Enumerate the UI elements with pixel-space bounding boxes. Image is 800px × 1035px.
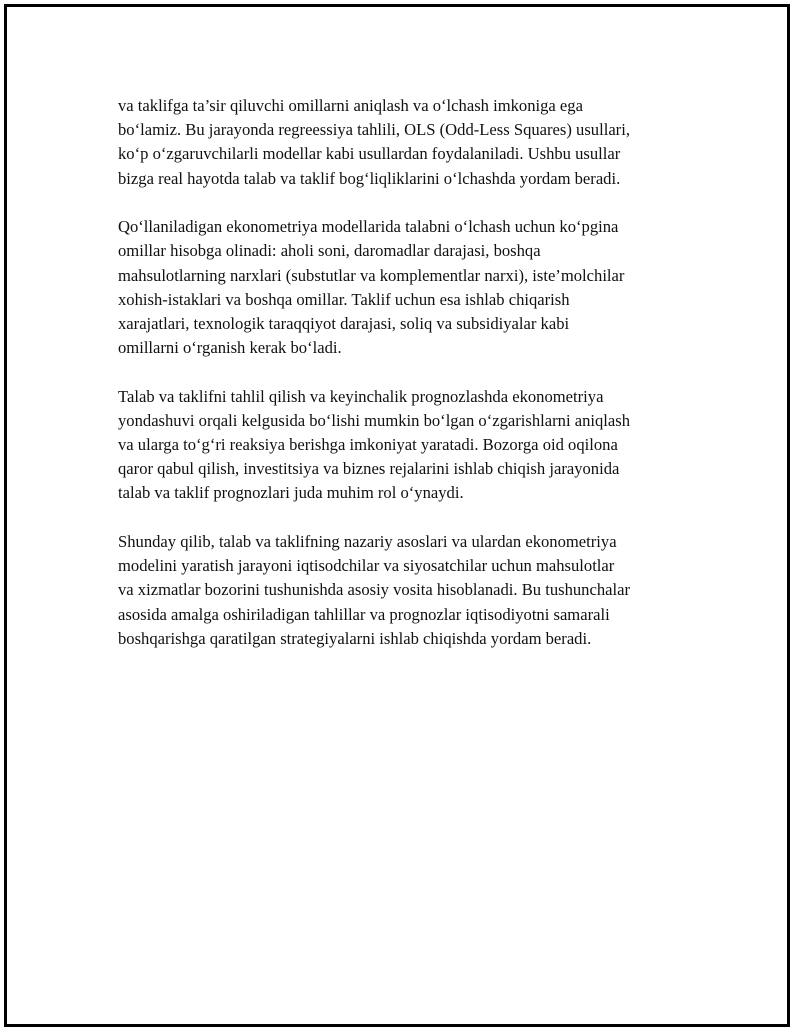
text-line: omillar hisobga olinadi: aholi soni, daromadlar darajasi, boshqa — [118, 241, 541, 261]
document-body — [118, 94, 690, 675]
paragraph-1 — [118, 94, 690, 191]
text-line: va taklifga ta’sir qiluvchi omillarni aniqlash va o‘lchash imkoniga ega — [118, 96, 583, 115]
text-line: xarajatlari, texnologik taraqqiyot darajasi, soliq va subsidiyalar kabi — [118, 313, 570, 333]
text-line: xohish-istaklari va boshqa omillar. Taklif uchun esa ishlab chiqarish — [118, 289, 570, 309]
text-line: ko‘p o‘zgaruvchilarli modellar kabi usullardan foydalaniladi. Ushbu usullar — [118, 144, 621, 164]
text-line: Shunday qilib, talab va taklifning nazariy asoslari va ulardan ekonometriya — [118, 531, 617, 551]
paragraph-3 — [118, 385, 690, 506]
text-line: bizga real hayotda talab va taklif bog‘liqliklarini o‘lchashda yordam beradi. — [118, 168, 621, 188]
text-line: asosida amalga oshiriladigan tahlillar va prognozlar iqtisodiyotni samarali — [118, 604, 610, 624]
paragraph-2 — [118, 215, 690, 360]
text-line: Qo‘llaniladigan ekonometriya modellarida talabni o‘lchash uchun ko‘pgina — [118, 217, 619, 237]
text-line: boshqarishga qaratilgan strategiyalarni ishlab chiqishda yordam beradi. — [118, 628, 592, 648]
text-line: va xizmatlar bozorini tushunishda asosiy vosita hisoblanadi. Bu tushunchalar — [118, 580, 631, 600]
text-line: talab va taklif prognozlari juda muhim rol o‘ynaydi. — [118, 483, 464, 503]
text-line: Talab va taklifni tahlil qilish va keyinchalik prognozlashda ekonometriya — [118, 386, 604, 406]
paragraph-4 — [118, 530, 690, 651]
text-line: yondashuvi orqali kelgusida bo‘lishi mumkin bo‘lgan o‘zgarishlarni aniqlash — [118, 410, 631, 430]
text-line: modelini yaratish jarayoni iqtisodchilar va siyosatchilar uchun mahsulotlar — [118, 556, 615, 576]
text-line: qaror qabul qilish, investitsiya va biznes rejalarini ishlab chiqish jarayonida — [118, 459, 620, 479]
text-line: bo‘lamiz. Bu jarayonda regreessiya tahlili, OLS (Odd-Less Squares) usullari, — [118, 120, 630, 140]
text-line: mahsulotlarning narxlari (substutlar va komplementlar narxi), iste’molchilar — [118, 265, 625, 285]
text-line: va ularga to‘g‘ri reaksiya berishga imkoniyat yaratadi. Bozorga oid oqilona — [118, 435, 618, 455]
text-line: omillarni o‘rganish kerak bo‘ladi. — [118, 338, 342, 358]
